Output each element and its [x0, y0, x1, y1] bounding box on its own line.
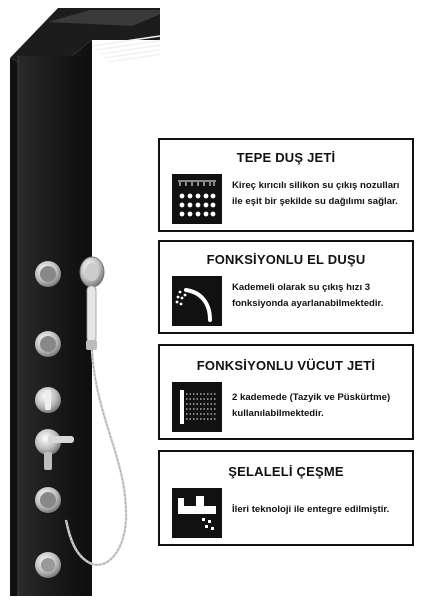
rain-nozzle-grid-icon: [172, 174, 222, 224]
feature-card-hand-shower: [158, 240, 414, 334]
feature-description: 2 kademede (Tazyik ve Püskürtme) kullanılabilmektedir.: [232, 392, 391, 419]
waterfall-spout-icon: [172, 488, 222, 538]
feature-title: FONKSİYONLU VÜCUT JETİ: [196, 358, 376, 373]
feature-description: Kademeli olarak su çıkış hızı 3 fonksiyonda ayarlanabilmektedir.: [232, 282, 384, 309]
feature-title: TEPE DUŞ JETİ: [236, 150, 336, 165]
shower-panel-image: [0, 0, 160, 600]
body-jet-3: [35, 487, 61, 513]
feature-title: ŞELALELİ ÇEŞME: [228, 464, 344, 479]
body-jet-1: [35, 261, 61, 287]
feature-card-body-jet: [158, 344, 414, 440]
feature-card-waterfall-spout: [158, 450, 414, 546]
body-jet-spray-icon: [172, 382, 222, 432]
feature-description: İleri teknoloji ile entegre edilmiştir.: [232, 504, 390, 515]
feature-card-top-shower: [158, 138, 414, 232]
feature-title: FONKSİYONLU EL DUŞU: [206, 252, 366, 267]
diverter-knob: [35, 387, 61, 413]
body-jet-2: [35, 331, 61, 357]
hand-shower-icon: [172, 276, 222, 326]
bottom-spout: [35, 552, 61, 578]
feature-description: Kireç kırıcılı silikon su çıkış nozulları ile eşit bir şekilde su dağılımı sağlar.: [232, 180, 400, 207]
